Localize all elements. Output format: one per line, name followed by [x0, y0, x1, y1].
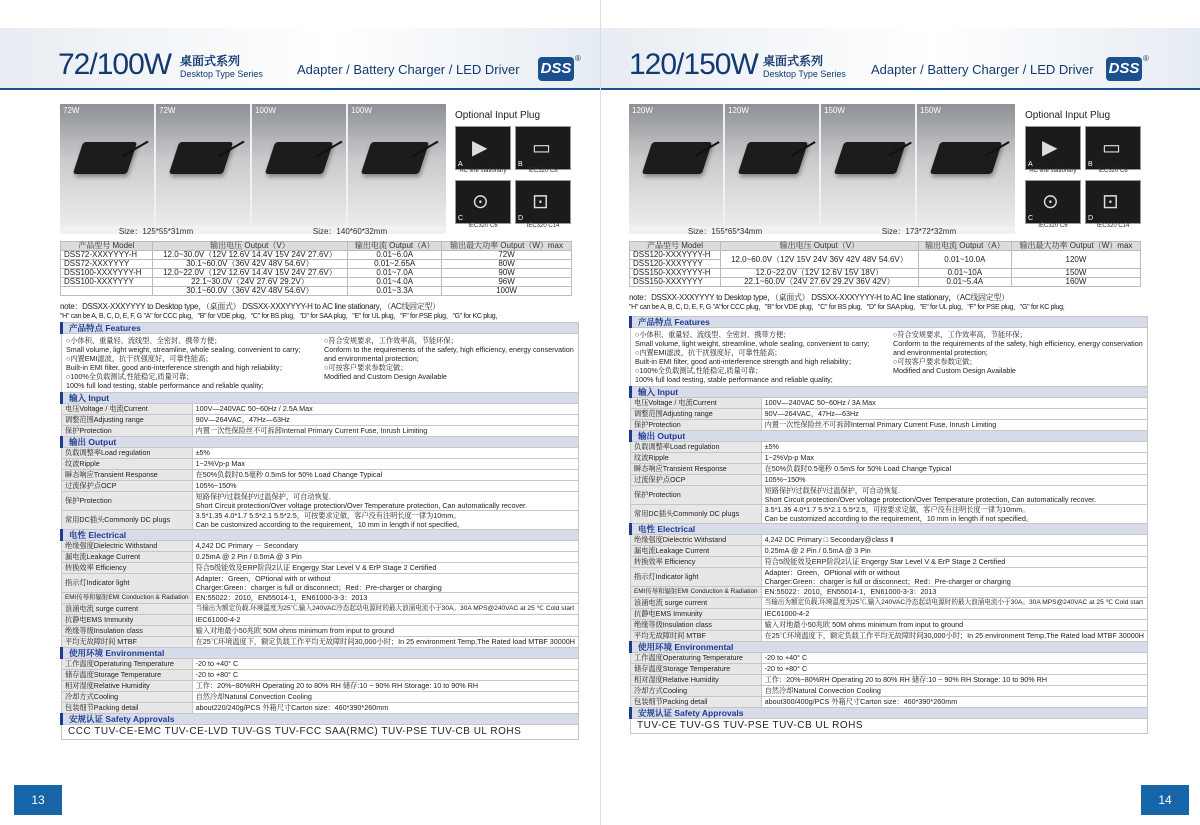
- table-cell: 抗静电EMS Immunity: [62, 615, 193, 626]
- photo-label: 72W: [159, 106, 176, 115]
- table-row: [62, 563, 579, 574]
- table-row: [631, 664, 1148, 675]
- table-cell: 输出最大功率 Output（W）max: [1011, 242, 1140, 251]
- adapter-label: Adapter / Battery Charger / LED Driver: [297, 62, 520, 77]
- table-cell: 0.25mA @ 2 Pin / 0.5mA @ 3 Pin: [192, 552, 578, 563]
- table-cell: 在25℃环境温度下，额定负载工作平均无故障时间30,000小时；In 25 environment Temp,The Rated load MTBF 30000H: [761, 631, 1147, 642]
- table-cell: 平均无故障时间 MTBF: [62, 637, 193, 648]
- table-row: [631, 431, 1148, 442]
- table-row: [62, 648, 579, 659]
- right-page: [600, 0, 1200, 825]
- table-row: [631, 535, 1148, 546]
- note-line: note：DSSXX-XXXYYYY to Desktop type，（桌面式） DSSXX-XXXYYYY-H to AC line stationary，（AC线固定型）: [629, 293, 1009, 302]
- table-cell: -20 to +40° C: [192, 659, 578, 670]
- table-cell: 电压Voltage / 电流Current: [631, 398, 762, 409]
- table-cell: 冷却方式Cooling: [631, 686, 762, 697]
- photo-label: 150W: [824, 106, 845, 115]
- plug-b: ▭ B: [1085, 126, 1141, 170]
- table-cell: 输入对地最小50兆欧 50M ohms minimum from input to ground: [761, 620, 1147, 631]
- table-row: [61, 278, 572, 287]
- table-cell: 1~2%Vp-p Max: [761, 453, 1147, 464]
- table-cell: 冷却方式Cooling: [62, 692, 193, 703]
- section-output: 输出 Output: [631, 431, 1148, 442]
- dss-logo: DSS: [538, 57, 574, 81]
- table-cell: EN:55022：2010，EN55014-1，EN61000-3-3：2013: [192, 593, 578, 604]
- table-row: [631, 328, 1148, 387]
- table-cell: 120W: [1011, 251, 1140, 269]
- table-cell: 保护Protection: [631, 486, 762, 505]
- plug-caption: IEC320 C8: [1098, 168, 1128, 174]
- plug-a: ▶ A: [1025, 126, 1081, 170]
- table-cell: 90V—264VAC，47Hz—63Hz: [761, 409, 1147, 420]
- plug-c: ⊙ C: [455, 180, 511, 224]
- table-cell: 过流保护点OCP: [631, 475, 762, 486]
- spec-table: [60, 322, 579, 740]
- section-features: 产品特点 Features: [62, 323, 579, 334]
- table-cell: 4,242 DC Primary － Secondary: [192, 541, 578, 552]
- table-cell: ±5%: [192, 448, 578, 459]
- table-cell: 3.5*1.35 4.0*1.7 5.5*2.1 5.5*2.5，可按要求定做，客户没有注明长度一律为10mm。 Can be customized according to the requirement，10 mm in length if not specified。: [192, 511, 578, 530]
- table-row: [631, 568, 1148, 587]
- table-row: [62, 334, 579, 393]
- table-row: [631, 675, 1148, 686]
- adapter-label: Adapter / Battery Charger / LED Driver: [871, 62, 1094, 77]
- table-cell: 0.01~10.0A: [918, 251, 1011, 269]
- table-cell: ○小体积、重量轻、流线型、全密封、携带方便； Small volume, light weight, streamline, whole sealing, convenient to carry; ○内置EMI滤波，抗干扰强度好，可靠性能高； Built-in EMI filter, good anti-interference strength and high reliability； ○100%全负载测试,性能稳定,质量可靠； 100% full load testing, stable performance and reliable quality; ○符合安规要求，工作效率高，节能环保； Conform to the requirements of the safety, high efficiency, energy conservation and environmental protection; ○可按客户要求参数定做； Modified and Custom Design Available: [631, 328, 1148, 387]
- table-cell: Adapter：Green，OPtional with or without Charger:Green：charger is full or disconnect；Red：Pre-charger or charging: [192, 574, 578, 593]
- table-row: [62, 437, 579, 448]
- size-label: Size：125*55*31mm: [118, 227, 194, 236]
- table-cell: 瞬态响应Transient Response: [62, 470, 193, 481]
- product-photo: [821, 104, 915, 226]
- table-row: [631, 475, 1148, 486]
- plug-caption: IEC320 C8: [528, 168, 558, 174]
- table-cell: IEC61000-4-2: [192, 615, 578, 626]
- table-cell: 电压Voltage / 电流Current: [62, 404, 193, 415]
- table-cell: DSS100-XXXYYYY: [61, 278, 153, 287]
- table-cell: 12.0~22.0V（12V 12.6V 15V 18V）: [720, 269, 918, 278]
- table-row: [62, 593, 579, 604]
- table-row: [631, 587, 1148, 598]
- table-row: [62, 615, 579, 626]
- note-line: "H" can be A, B, C, D, E, F, G "A"for CCC plug，"B" for VDE plug，"C" for BS plug，"D" for SAA plug，"E" for UL plug，"F" for PSE plug，"G" for KC plug，: [629, 304, 1070, 311]
- registered-mark: ®: [1143, 54, 1149, 63]
- series-en: Desktop Type Series: [763, 69, 846, 79]
- table-cell: -20 to +40° C: [761, 653, 1147, 664]
- plug-c: ⊙ C: [1025, 180, 1081, 224]
- table-cell: 1~2%Vp-p Max: [192, 459, 578, 470]
- table-cell: 纹波Ripple: [62, 459, 193, 470]
- table-cell: 纹波Ripple: [631, 453, 762, 464]
- spec-table: [629, 316, 1148, 734]
- plug-caption: IEC320 C14: [526, 223, 560, 229]
- table-cell: 工作温度Operaturing Temperature: [631, 653, 762, 664]
- table-row: [631, 631, 1148, 642]
- table-row: [631, 719, 1148, 734]
- table-cell: ±5%: [761, 442, 1147, 453]
- table-row: [631, 653, 1148, 664]
- table-cell: DSS72-XXXYYYY: [61, 260, 153, 269]
- table-cell: 输出电流 Output（A）: [348, 242, 442, 251]
- table-row: [62, 426, 579, 437]
- dss-logo: DSS: [1106, 57, 1142, 81]
- table-cell: DSS120-XXXYYYY: [630, 260, 721, 269]
- table-cell: 105%~150%: [192, 481, 578, 492]
- section-electrical: 电性 Electrical: [631, 524, 1148, 535]
- table-row: [62, 404, 579, 415]
- table-row: [631, 609, 1148, 620]
- table-cell: 浪涌电流 surge current: [631, 598, 762, 609]
- table-cell: 0.25mA @ 2 Pin / 0.5mA @ 3 Pin: [761, 546, 1147, 557]
- safety-list: CCC TUV-CE-EMC TUV-CE-LVD TUV-GS TUV-FCC SAA(RMC) TUV-PSE TUV-CB UL ROHS: [62, 725, 579, 740]
- table-row: [62, 448, 579, 459]
- table-cell: 80W: [442, 260, 572, 269]
- table-cell: 保护Protection: [631, 420, 762, 431]
- product-photo: [629, 104, 723, 226]
- table-cell: -20 to +80° C: [192, 670, 578, 681]
- table-cell: 漏电流Leakage Current: [62, 552, 193, 563]
- table-cell: 短路保护/过载保护/过温保护，可自动恢复. Short Circuit protection/Over voltage protection/Over Temperature protection, Can automatically recover.: [761, 486, 1147, 505]
- table-row: [631, 686, 1148, 697]
- table-row: [630, 251, 1141, 260]
- table-row: [62, 552, 579, 563]
- table-cell: ○小体积、重量轻、流线型、全密封、携带方便； Small volume, light weight, streamline, whole sealing, convenient to carry; ○内置EMI滤波，抗干扰强度好，可靠性能高； Built-in EMI filter, good anti-interference strength and high reliability； ○100%全负载测试,性能稳定,质量可靠； 100% full load testing, stable performance and reliable quality; ○符合安规要求，工作效率高，节能环保； Conform to the requirements of the safety, high efficiency, energy conservation and environmental protection; ○可按客户要求参数定做； Modified and Custom Design Available: [62, 334, 579, 393]
- table-cell: 12.0~22.0V（12V 12.6V 14.4V 15V 24V 27.6V）: [152, 269, 348, 278]
- plug-b: ▭ B: [515, 126, 571, 170]
- section-input: 输入 Input: [631, 387, 1148, 398]
- table-cell: 浪涌电流 surge current: [62, 604, 193, 615]
- table-cell: 0.01~4.0A: [348, 278, 442, 287]
- table-cell: [61, 287, 153, 296]
- table-row: [62, 725, 579, 740]
- plug-d: ⊡ D: [515, 180, 571, 224]
- table-row: [631, 620, 1148, 631]
- table-row: [62, 481, 579, 492]
- table-cell: 输出电流 Output（A）: [918, 242, 1011, 251]
- table-cell: 抗静电EMS Immunity: [631, 609, 762, 620]
- table-cell: DSS150-XXXYYYY-H: [630, 269, 721, 278]
- table-row: [631, 398, 1148, 409]
- table-cell: 96W: [442, 278, 572, 287]
- table-cell: 在50%负载时0.5毫秒 0.5mS for 50% Load Change Typical: [761, 464, 1147, 475]
- table-cell: 0.01~6.0A: [348, 251, 442, 260]
- table-cell: 转换效率 Efficiency: [62, 563, 193, 574]
- table-cell: 内置一次性保险丝不可拆卸Internal Primary Current Fuse, Inrush Limiting: [761, 420, 1147, 431]
- table-cell: 瞬态响应Transient Response: [631, 464, 762, 475]
- table-row: [62, 530, 579, 541]
- table-cell: 输出电压 Output（V）: [720, 242, 918, 251]
- table-cell: 自然冷却Natural Convection Cooling: [761, 686, 1147, 697]
- table-row: [631, 387, 1148, 398]
- photo-label: 72W: [63, 106, 80, 115]
- page-number: 13: [14, 785, 62, 815]
- table-cell: 符合5级能效及ERP阶段2认证 Engergy Star Level V & ErP Stage 2 Certified: [761, 557, 1147, 568]
- photo-label: 120W: [728, 106, 749, 115]
- section-electrical: 电性 Electrical: [62, 530, 579, 541]
- series-cn: 桌面式系列: [763, 54, 824, 68]
- table-row: [62, 637, 579, 648]
- table-row: [631, 317, 1148, 328]
- table-cell: 3.5*1.35 4.0*1.7 5.5*2.1 5.5*2.5，可按要求定做，客户没有注明长度一律为10mm。 Can be customized according to the requirement，10 mm in length if not specified。: [761, 505, 1147, 524]
- table-row: [62, 703, 579, 714]
- product-photo: [60, 104, 154, 226]
- product-photo: [252, 104, 346, 226]
- table-cell: 绝缘强度Dielectric Withstand: [62, 541, 193, 552]
- table-cell: 90W: [442, 269, 572, 278]
- section-environmental: 使用环境 Environmental: [631, 642, 1148, 653]
- table-row: [631, 464, 1148, 475]
- plug-a: ▶ A: [455, 126, 511, 170]
- model-title: 120/150W: [629, 48, 758, 81]
- table-cell: 转换效率 Efficiency: [631, 557, 762, 568]
- table-row: [62, 492, 579, 511]
- table-cell: 负载调整率Load regulation: [631, 442, 762, 453]
- table-row: [61, 251, 572, 260]
- table-cell: EMI传导和辐射EMI Conduction & Radiation: [62, 593, 193, 604]
- table-cell: 产品型号 Model: [61, 242, 153, 251]
- section-safety: 安规认证 Safety Approvals: [631, 708, 1148, 719]
- photo-label: 100W: [351, 106, 372, 115]
- table-cell: DSS100-XXXYYYY-H: [61, 269, 153, 278]
- table-cell: 0.01~3.3A: [348, 287, 442, 296]
- table-cell: 指示灯Indicator light: [631, 568, 762, 587]
- table-row: [61, 287, 572, 296]
- table-cell: DSS120-XXXYYYY-H: [630, 251, 721, 260]
- product-photos: [629, 104, 1015, 234]
- table-cell: EMI传导和辐射EMI Conduction & Radiation: [631, 587, 762, 598]
- table-cell: 储存温度Storage Temperature: [631, 664, 762, 675]
- note-line: note：DSSXX-XXXYYYY to Desktop type，（桌面式） DSSXX-XXXYYYY-H to AC line stationary，（AC线固定型）: [60, 302, 440, 311]
- photo-label: 150W: [920, 106, 941, 115]
- table-cell: 当输出为额定负载,环境温度为25℃,输入240VAC冷态起动电源时的最大浪涌电流小于30A。30A MPS@240VAC at 25 ℃ Cold start: [192, 604, 578, 615]
- table-row: [62, 692, 579, 703]
- table-cell: 22.1~30.0V（24V 27.6V 29.2V）: [152, 278, 348, 287]
- section-safety: 安规认证 Safety Approvals: [62, 714, 579, 725]
- table-row: [631, 546, 1148, 557]
- table-cell: 指示灯Indicator light: [62, 574, 193, 593]
- product-photo: [348, 104, 446, 226]
- plug-caption: AC line stationary: [459, 168, 507, 174]
- table-cell: 绝缘等级Insulation class: [631, 620, 762, 631]
- page-number: 14: [1141, 785, 1189, 815]
- table-row: [630, 278, 1141, 287]
- optional-plug-title: Optional Input Plug: [455, 110, 541, 121]
- table-row: [631, 453, 1148, 464]
- table-row: [62, 681, 579, 692]
- table-row: [62, 470, 579, 481]
- table-row: [631, 557, 1148, 568]
- table-row: [62, 511, 579, 530]
- table-row: [631, 505, 1148, 524]
- table-row: [631, 486, 1148, 505]
- table-cell: 平均无故障时间 MTBF: [631, 631, 762, 642]
- plug-d: ⊡ D: [1085, 180, 1141, 224]
- table-cell: -20 to +80° C: [761, 664, 1147, 675]
- photo-label: 100W: [255, 106, 276, 115]
- table-cell: 符合5级能效及ERP阶段2认证 Engergy Star Level V & ErP Stage 2 Certified: [192, 563, 578, 574]
- plug-caption: IEC320 C6: [1038, 223, 1068, 229]
- table-row: [631, 708, 1148, 719]
- table-cell: 输出电压 Output（V）: [152, 242, 348, 251]
- table-cell: 工作：20%~80%RH Operating 20 to 80% RH 储存:10 ~ 90% RH Storage: 10 to 90% RH: [192, 681, 578, 692]
- table-cell: 绝缘等级Insulation class: [62, 626, 193, 637]
- table-cell: about300/400g/PCS 外箱尺寸Carton size：460*390*260mm: [761, 697, 1147, 708]
- table-cell: 输出最大功率 Output（W）max: [442, 242, 572, 251]
- table-row: [62, 714, 579, 725]
- table-cell: 包装细节Packing detail: [631, 697, 762, 708]
- table-row: [61, 269, 572, 278]
- table-row: [62, 659, 579, 670]
- table-cell: 自然冷却Natural Convection Cooling: [192, 692, 578, 703]
- table-cell: 保护Protection: [62, 426, 193, 437]
- table-cell: 内置一次性保险丝不可拆卸Internal Primary Current Fuse, Inrush Limiting: [192, 426, 578, 437]
- table-cell: DSS72-XXXYYYY-H: [61, 251, 153, 260]
- table-row: [62, 604, 579, 615]
- size-label: Size：140*60*32mm: [312, 227, 388, 236]
- table-cell: 调整范围Adjusting range: [62, 415, 193, 426]
- table-row: [631, 420, 1148, 431]
- table-cell: 0.01~10A: [918, 269, 1011, 278]
- table-row: [62, 541, 579, 552]
- table-cell: 工作温度Operaturing Temperature: [62, 659, 193, 670]
- model-title: 72/100W: [58, 48, 172, 81]
- table-row: [62, 670, 579, 681]
- table-row: [62, 626, 579, 637]
- table-cell: 工作：20%~80%RH Operating 20 to 80% RH 储存:10 ~ 90% RH Storage: 10 to 90% RH: [761, 675, 1147, 686]
- table-cell: 0.01~2.65A: [348, 260, 442, 269]
- plug-caption: IEC320 C14: [1096, 223, 1130, 229]
- product-photo: [917, 104, 1015, 226]
- table-cell: IEC61000-4-2: [761, 609, 1147, 620]
- table-cell: 在50%负载时0.5毫秒 0.5mS for 50% Load Change Typical: [192, 470, 578, 481]
- table-cell: 105%~150%: [761, 475, 1147, 486]
- table-cell: 0.01~5.4A: [918, 278, 1011, 287]
- note-line: "H" can be A, B, C, D, E, F, G "A" for CCC plug，"B" for VDE plug，"C" for BS plug，"D" for SAA plug，"E" for UL plug，"F" for PSE plug，"G" for KC plug，: [60, 313, 503, 320]
- table-cell: Adapter：Green，OPtional with or without Charger:Green：charger is full or disconnect；Red：Pre-charger or charging: [761, 568, 1147, 587]
- table-row: [631, 409, 1148, 420]
- section-input: 输入 Input: [62, 393, 579, 404]
- table-cell: 调整范围Adjusting range: [631, 409, 762, 420]
- table-cell: 0.01~7.0A: [348, 269, 442, 278]
- table-cell: 包装细节Packing detail: [62, 703, 193, 714]
- series-en: Desktop Type Series: [180, 69, 263, 79]
- table-row: [631, 442, 1148, 453]
- table-row: [62, 459, 579, 470]
- table-cell: 100V—240VAC 50~60Hz / 3A Max: [761, 398, 1147, 409]
- size-label: Size：155*65*34mm: [687, 227, 763, 236]
- table-row: [62, 393, 579, 404]
- series-cn: 桌面式系列: [180, 54, 241, 68]
- product-photo: [156, 104, 250, 226]
- table-cell: 150W: [1011, 269, 1140, 278]
- product-photos: [60, 104, 446, 234]
- table-cell: 100V—240VAC 50~60Hz / 2.5A Max: [192, 404, 578, 415]
- table-cell: 4,242 DC Primary □ Secondary@class Ⅱ: [761, 535, 1147, 546]
- table-row: [631, 598, 1148, 609]
- table-cell: DSS150-XXXYYYY: [630, 278, 721, 287]
- section-output: 输出 Output: [62, 437, 579, 448]
- table-row: [631, 524, 1148, 535]
- table-cell: 相对湿度Relative Humidity: [62, 681, 193, 692]
- photo-label: 120W: [632, 106, 653, 115]
- table-cell: 储存温度Storage Temperature: [62, 670, 193, 681]
- table-cell: 当输出为额定负载,环境温度为25℃,输入240VAC冷态起动电源时的最大浪涌电流小于30A。30A MPS@240VAC at 25 ℃ Cold start: [761, 598, 1147, 609]
- optional-plug-title: Optional Input Plug: [1025, 110, 1111, 121]
- table-cell: 绝缘强度Dielectric Withstand: [631, 535, 762, 546]
- plug-caption: IEC320 C6: [468, 223, 498, 229]
- table-cell: 短路保护/过载保护/过温保护，可自动恢复. Short Circuit protection/Over voltage protection/Over Temperature protection, Can automatically recover.: [192, 492, 578, 511]
- table-row: [62, 415, 579, 426]
- table-cell: 漏电流Leakage Current: [631, 546, 762, 557]
- table-row: [62, 574, 579, 593]
- table-cell: 12.0~30.0V（12V 12.6V 14.4V 15V 24V 27.6V）: [152, 251, 348, 260]
- safety-list: TUV-CE TUV-GS TUV-PSE TUV-CB UL ROHS: [631, 719, 1148, 734]
- table-cell: 12.0~60.0V（12V 15V 24V 36V 42V 48V 54.6V）: [720, 251, 918, 269]
- plug-caption: AC line stationary: [1029, 168, 1077, 174]
- table-cell: 负载调整率Load regulation: [62, 448, 193, 459]
- table-cell: 相对湿度Relative Humidity: [631, 675, 762, 686]
- table-cell: 30.1~60.0V（36V 42V 48V 54.6V）: [152, 260, 348, 269]
- table-cell: 100W: [442, 287, 572, 296]
- table-cell: EN:55022：2010，EN55014-1，EN61000-3-3：2013: [761, 587, 1147, 598]
- table-cell: 72W: [442, 251, 572, 260]
- section-environmental: 使用环境 Environmental: [62, 648, 579, 659]
- table-cell: 输入对地最小50兆欧 50M ohms minimum from input to ground: [192, 626, 578, 637]
- table-cell: 保护Protection: [62, 492, 193, 511]
- table-cell: 90V—264VAC，47Hz—63Hz: [192, 415, 578, 426]
- section-features: 产品特点 Features: [631, 317, 1148, 328]
- table-row: [62, 323, 579, 334]
- table-cell: 在25℃环境温度下，额定负载工作平均无故障时间30,000小时；In 25 environment Temp,The Rated load MTBF 30000H: [192, 637, 578, 648]
- model-table: [60, 241, 572, 296]
- table-cell: 30.1~60.0V（36V 42V 48V 54.6V）: [152, 287, 348, 296]
- table-cell: 常用DC插头Commonly DC plugs: [631, 505, 762, 524]
- table-cell: 过流保护点OCP: [62, 481, 193, 492]
- table-row: [631, 642, 1148, 653]
- size-label: Size：173*72*32mm: [881, 227, 957, 236]
- table-cell: 产品型号 Model: [630, 242, 721, 251]
- table-cell: 22.1~60.0V（24V 27.6V 29.2V 36V 42V）: [720, 278, 918, 287]
- table-cell: about220/240g/PCS 外箱尺寸Carton size：460*390*260mm: [192, 703, 578, 714]
- table-cell: 160W: [1011, 278, 1140, 287]
- model-table: [629, 241, 1141, 287]
- table-cell: 常用DC插头Commonly DC plugs: [62, 511, 193, 530]
- registered-mark: ®: [575, 54, 581, 63]
- product-photo: [725, 104, 819, 226]
- table-row: [631, 697, 1148, 708]
